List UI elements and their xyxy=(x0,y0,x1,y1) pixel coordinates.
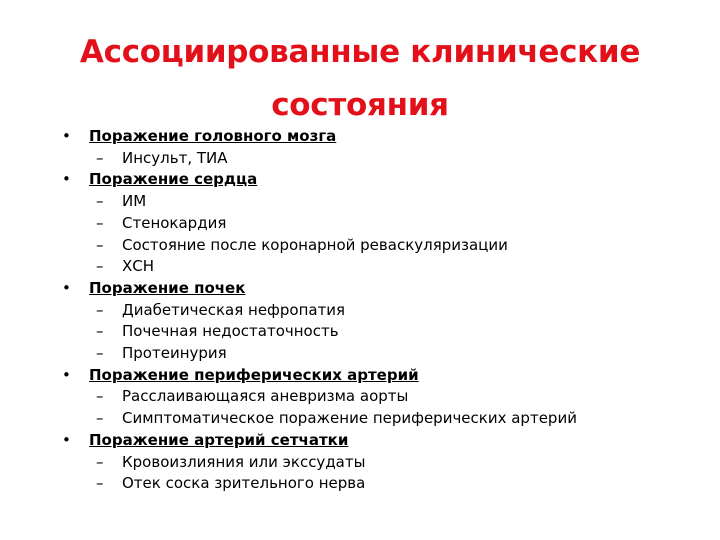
list-item xyxy=(62,343,702,365)
list-item-label: Почечная недостаточность xyxy=(122,322,339,341)
dash-marker: – xyxy=(96,192,104,211)
dash-marker: – xyxy=(96,235,104,254)
section-heading-label: Поражение головного мозга xyxy=(89,127,337,145)
list-item-label: Кровоизлияния или экссудаты xyxy=(122,452,366,471)
dash-marker: – xyxy=(96,257,104,276)
dash-marker: – xyxy=(96,148,104,167)
dash-marker: – xyxy=(96,213,104,232)
list-item xyxy=(62,256,702,278)
list-item-label: Симптоматическое поражение периферических артерий xyxy=(122,409,577,428)
list-item xyxy=(62,473,702,495)
list-item xyxy=(62,452,702,474)
dash-marker: – xyxy=(96,344,104,363)
list-item xyxy=(62,148,702,170)
section-heading-label: Поражение почек xyxy=(89,278,246,297)
list-item-label: Состояние после коронарной реваскуляризации xyxy=(122,235,508,254)
section-heading-peripheral-arteries xyxy=(62,365,702,387)
section-heading-retinal-arteries xyxy=(62,430,702,452)
list-item xyxy=(62,213,702,235)
bullet-marker: • xyxy=(62,278,71,297)
list-item xyxy=(62,300,702,322)
bullet-list xyxy=(62,126,702,495)
section-heading-kidneys xyxy=(62,278,702,300)
bullet-marker: • xyxy=(62,430,71,449)
dash-marker: – xyxy=(96,387,104,406)
bullet-marker: • xyxy=(62,170,71,189)
section-heading-label: Поражение сердца xyxy=(89,170,258,189)
bullet-marker: • xyxy=(62,127,71,145)
dash-marker: – xyxy=(96,452,104,471)
list-item-label: Протеинурия xyxy=(122,344,227,363)
slide-title-line-1: Ассоциированные клинические xyxy=(79,34,641,70)
list-item xyxy=(62,386,702,408)
dash-marker: – xyxy=(96,322,104,341)
slide-title xyxy=(40,26,680,132)
list-item-label: ХСН xyxy=(122,257,155,276)
list-item-label: Диабетическая нефропатия xyxy=(122,300,346,319)
section-heading-label: Поражение артерий сетчатки xyxy=(89,430,349,449)
bullet-marker: • xyxy=(62,365,71,384)
section-heading-brain xyxy=(62,126,702,148)
list-item-label: ИМ xyxy=(122,192,147,211)
section-heading-heart xyxy=(62,169,702,191)
dash-marker: – xyxy=(96,409,104,428)
dash-marker: – xyxy=(96,474,104,493)
list-item-label: Стенокардия xyxy=(122,213,227,232)
list-item xyxy=(62,408,702,430)
list-item-label: Инсульт, ТИА xyxy=(122,148,228,167)
list-item-label: Отек соска зрительного нерва xyxy=(122,474,366,493)
section-heading-label: Поражение периферических артерий xyxy=(89,365,419,384)
list-item xyxy=(62,235,702,257)
list-item-label: Расслаивающаяся аневризма аорты xyxy=(122,387,409,406)
dash-marker: – xyxy=(96,300,104,319)
list-item xyxy=(62,321,702,343)
slide-title-line-2: состояния xyxy=(271,87,449,123)
list-item xyxy=(62,191,702,213)
